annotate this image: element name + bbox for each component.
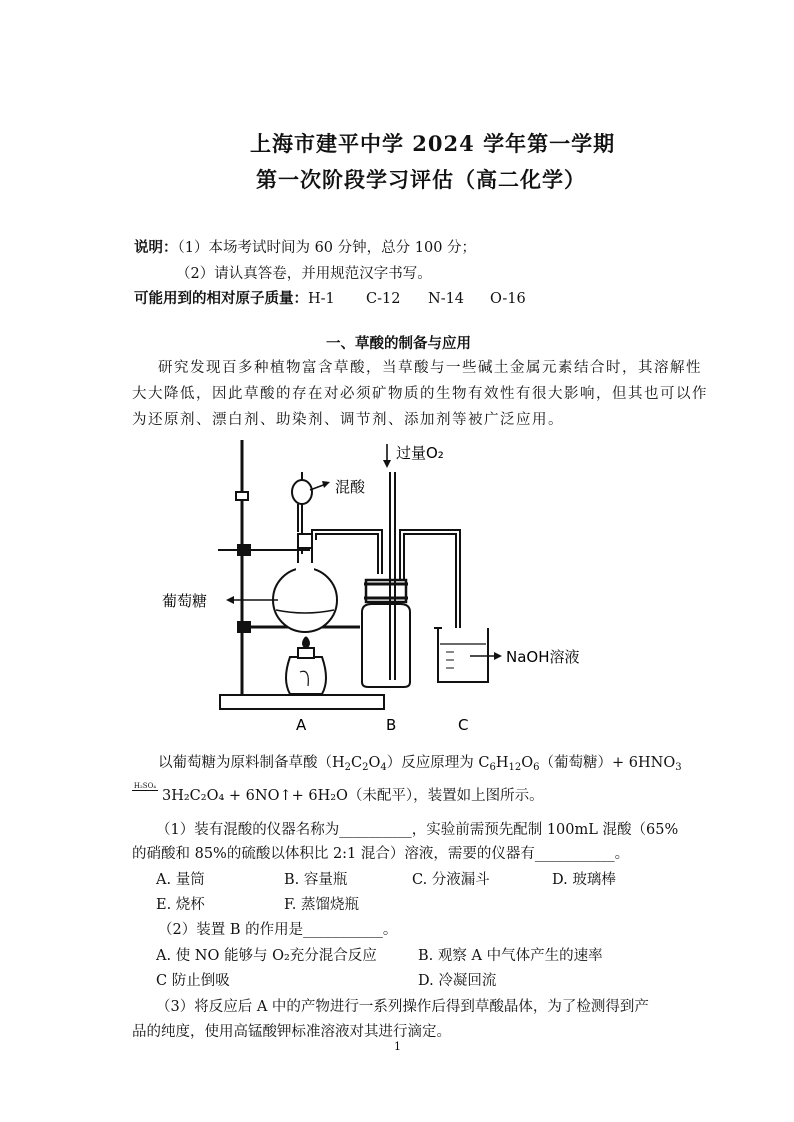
reaction-line-1: 以葡萄糖为原料制备草酸$(H_2C_2O_4)$反应原理为 $C_6H_{12}O_6$（葡萄糖）+ $6HNO_3$ — [158, 755, 682, 773]
catalyst-label: H₂SO₄ — [133, 782, 157, 790]
reaction-line-2: 3H₂C₂O₄ + 6NO↑+ 6H₂O（未配平），装置如上图所示。 — [162, 788, 544, 804]
question-1-option-a: A. 量筒 — [156, 872, 205, 888]
question-3-line-1: （3）将反应后 A 中的产物进行一系列操作后得到草酸晶体，为了检测得到产 — [156, 999, 649, 1015]
question-2-option-b: B. 观察 A 中气体产生的速率 — [418, 948, 603, 964]
intro-line-3: 为还原剂、漂白剂、助染剂、调节剂、添加剂等被广泛应用。 — [132, 412, 564, 428]
question-2-option-a: A. 使 NO 能够与 O₂充分混合反应 — [156, 948, 377, 964]
intro-line-1: 研究发现百多种植物富含草酸，当草酸与一些碱土金属元素结合时，其溶解性 — [158, 360, 702, 376]
atomic-mass-label: 可能用到的相对原子质量： — [134, 290, 308, 307]
stand-base — [220, 695, 384, 709]
instruction-item-2: （2）请认真答卷，并用规范汉字书写。 — [176, 266, 432, 282]
page-title-line2: 第一次阶段学习评估（高二化学） — [256, 167, 586, 192]
section-heading: 一、草酸的制备与应用 — [326, 335, 471, 352]
atomic-mass-n: N-14 — [428, 291, 465, 307]
round-bottom-flask — [273, 568, 337, 632]
question-1-line-1: （1）装有混酸的仪器名称为__________，实验前需预先配制 100mL 混酸（65% — [156, 822, 679, 838]
question-3-line-2: 品的纯度，使用高锰酸钾标准溶液对其进行滴定。 — [132, 1024, 451, 1040]
atomic-mass-h: H-1 — [308, 291, 335, 307]
question-2-line: （2）装置 B 的作用是___________。 — [158, 922, 398, 938]
label-glucose: 葡萄糖 — [162, 592, 208, 610]
label-c: C — [458, 716, 469, 734]
question-1-option-b: B. 容量瓶 — [284, 872, 348, 888]
atomic-mass-c: C-12 — [366, 291, 401, 307]
atomic-mass-o: O-16 — [490, 291, 526, 307]
intro-line-2: 大大降低，因此草酸的存在对必须矿物质的生物有效性有很大影响，但其也可以作 — [132, 386, 708, 402]
separatory-funnel — [292, 480, 312, 504]
label-b: B — [386, 716, 397, 734]
instruction-item-1: （1）本场考试时间为 60 分钟，总分 100 分； — [177, 240, 477, 256]
beaker-c — [438, 628, 488, 682]
question-1-line-2: 的硝酸和 85%的硫酸以体积比 2:1 混合）溶液，需要的仪器有___________。 — [132, 846, 630, 862]
alcohol-lamp — [286, 657, 326, 694]
label-excess-o2: 过量O₂ — [396, 444, 444, 462]
label-mixed-acid: 混酸 — [335, 478, 366, 496]
question-2-option-c: C 防止倒吸 — [156, 973, 230, 989]
instructions — [134, 236, 476, 257]
instructions-label: 说明： — [134, 239, 178, 256]
question-1-option-f: F. 蒸馏烧瓶 — [284, 897, 360, 913]
question-2-option-d: D. 冷凝回流 — [418, 973, 497, 989]
page-number: 1 — [394, 1040, 401, 1053]
gas-bottle-b — [362, 604, 410, 687]
connecting-tube-a-b — [312, 530, 382, 574]
label-a: A — [296, 716, 307, 734]
page-title-line1: 上海市建平中学 2024 学年第一学期 — [250, 131, 616, 156]
atomic-mass-line — [134, 287, 526, 308]
question-1-option-e: E. 烧杯 — [156, 897, 205, 913]
question-1-option-d: D. 玻璃棒 — [552, 872, 616, 888]
question-1-option-c: C. 分液漏斗 — [412, 872, 490, 888]
label-naoh-solution: NaOH溶液 — [506, 648, 580, 666]
apparatus-diagram — [150, 432, 630, 737]
